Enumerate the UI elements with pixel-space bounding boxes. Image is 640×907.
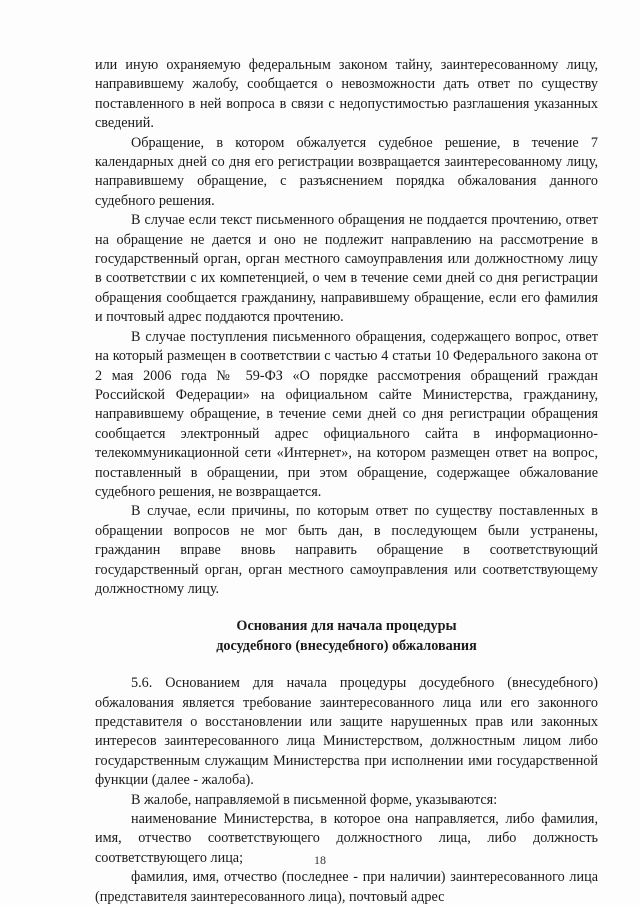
- paragraph: 5.6. Основанием для начала процедуры досудебного (внесудебного) обжалования является требование заинтересованного лица или его законного представителя о восстановлении или защите нарушенных прав или законных интересов заинтересованного лица Министерством, должностным лицом либо государственным служащим Министерства при исполнении ими государственной функции (далее - жалоба).: [95, 675, 598, 789]
- paragraph: Обращение, в котором обжалуется судебное решение, в течение 7 календарных дней со дня его регистрации возвращается заинтересованному лицу, направившему обращение, с разъяснением порядка обжалования данного судебного решения.: [95, 134, 598, 209]
- paragraph: или иную охраняемую федеральным законом тайну, заинтересованному лицу, направившему жалобу, сообщается о невозможности дать ответ по существу поставленного в ней вопроса в связи с недопустимостью разглашения указанных сведений.: [95, 57, 598, 132]
- section-heading-line-2: досудебного (внесудебного) обжалования: [216, 637, 477, 654]
- section-heading-line-1: Основания для начала процедуры: [236, 618, 457, 635]
- paragraph-group-bottom: [95, 674, 598, 907]
- paragraph-group-top: [95, 56, 598, 599]
- paragraph: фамилия, имя, отчество (последнее - при наличии) заинтересованного лица (представителя заинтересованного лица), почтовый адрес: [95, 869, 598, 905]
- paragraph: В случае поступления письменного обращения, содержащего вопрос, ответ на который размещен в соответствии с частью 4 статьи 10 Федерального закона от 2 мая 2006 года № 59-ФЗ «О порядке рассмотрения обращений граждан Российской Федерации» на официальном сайте Министерства, гражданину, направившему обращение, в течение семи дней со дня регистрации обращения сообщается электронный адрес официального сайта в информационно-телекоммуникационной сети «Интернет», на котором размещен ответ на вопрос, поставленный в обращении, при этом обращение, содержащее обжалование судебного решения, не возвращается.: [95, 328, 598, 500]
- section-heading: [95, 617, 598, 656]
- paragraph: В случае если текст письменного обращения не поддается прочтению, ответ на обращение не дается и оно не подлежит направлению на рассмотрение в государственный орган, орган местного самоуправления или должностному лицу в соответствии с их компетенцией, о чем в течение семи дней со дня регистрации обращения сообщается гражданину, направившему обращение, если его фамилия и почтовый адрес поддаются прочтению.: [95, 212, 598, 326]
- paragraph: В случае, если причины, по которым ответ по существу поставленных в обращении вопросов не мог быть дан, в последующем были устранены, гражданин вправе вновь направить обращение в соответствующий государственный орган, орган местного самоуправления или соответствующему должностному лицу.: [95, 503, 598, 597]
- page-number: 18: [314, 853, 326, 867]
- paragraph: наименование Министерства, в которое она направляется, либо фамилия, имя, отчество соответствующего должностного лица, либо должность соответствующего лица;: [95, 811, 598, 866]
- page-content: [95, 56, 598, 907]
- paragraph: В жалобе, направляемой в письменной форме, указываются:: [131, 791, 498, 808]
